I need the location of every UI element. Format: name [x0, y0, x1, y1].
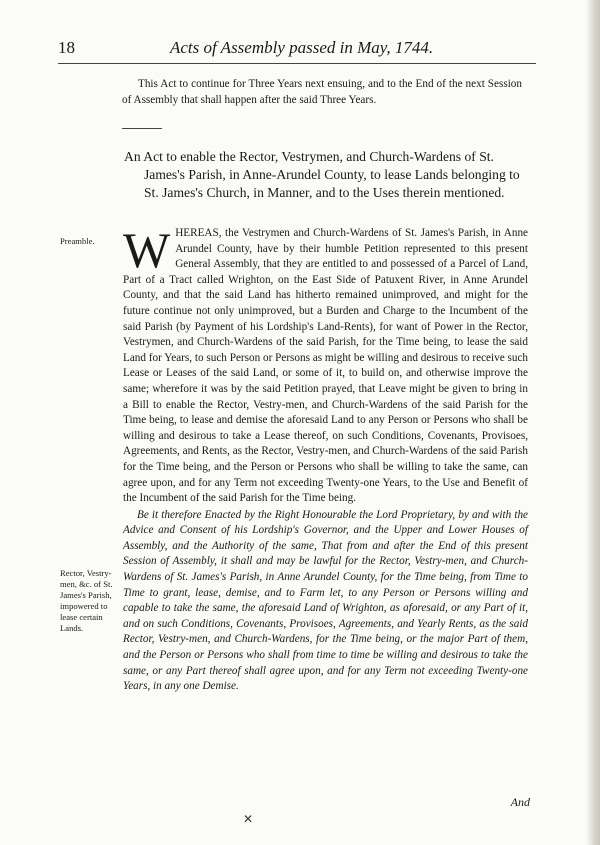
act-title-text: An Act to enable the Rector, Vestrymen, and Church-Wardens of St. James's Parish, in Anne-Arundel County, to lease Lands belonging to St. James's Church, in Manner, and to the Uses therein mentioned.: [124, 149, 520, 200]
enacting-paragraph: [123, 508, 528, 695]
page-edge-shadow: [586, 0, 600, 845]
act-title: [124, 148, 524, 202]
catchword: And: [510, 795, 530, 809]
page-header: [58, 38, 528, 62]
act-body: [123, 222, 528, 695]
margin-note-rector: Rector, Vestry-men, &c. of St. James's Parish, impowered to lease certain Lands.: [60, 568, 113, 633]
page-number: 18: [58, 38, 75, 57]
header-rule: [58, 63, 536, 64]
section-divider: [122, 128, 162, 129]
margin-note-preamble: Preamble.: [60, 236, 95, 246]
enacting-text: Be it therefore Enacted by the Right Honourable the Lord Proprietary, by and with the Advice and Consent of his Lordship's Governor, and the Upper and Lower Houses of Assembly, and the Authority of the same, That from and after the End of this present Session of Assembly, it shall and may be lawful for the Rector, Vestry-men, and Church-Wardens of St. James's Parish, in Anne Arundel County, for the Time being, from Time to Time to grant, lease, demise, and to Farm let, to any Person or Persons willing and capable to take the same, the aforesaid Land of Wrighton, as aforesaid, or any Part of it, and on such Conditions, Covenants, Provisoes, Agreements, and Yearly Rents, as the said Rector, Vestry-men, and Church-Wardens, for the Time being, or the major Part of them, and the Person or Persons who shall from time to time be willing and desirous to take the same, or any Part thereof shall agree upon, and for any Term not exceeding Twenty-one Years, in any one Demise.: [123, 508, 528, 693]
ink-mark: ✕: [243, 812, 254, 826]
running-title: Acts of Assembly passed in May, 1744.: [170, 38, 434, 57]
intro-paragraph: [122, 76, 522, 108]
drop-cap: W: [123, 222, 171, 278]
preamble-paragraph: [123, 222, 528, 507]
intro-text: This Act to continue for Three Years next ensuing, and to the End of the next Session of Assembly that shall happen after the said Three Years.: [122, 78, 522, 106]
preamble-text: HEREAS, the Vestrymen and Church-Wardens of St. James's Parish, in Anne Arundel County, have by their humble Petition represented to this present General Assembly, that they are entitled to and possessed of a Parcel of Land, Part of a Tract called Wrighton, on the East Side of Patuxent River, in Anne Arundel County, and that the said Land has hitherto remained unimproved, and might for the future continue not only unimproved, but a Burden and Charge to the Incumbent of the said Parish (by Payment of his Lordship's Land-Rents), for want of Power in the Rector, Vestrymen, and Church-Wardens of the said Parish, for the Time being, to lease the said Land for Years, to such Person or Persons as might be willing and desirous to receive such Lease or Leases of the said Land, or some of it, to build on, and otherwise improve the same; wherefore it was by the said Petition prayed, that Leave might be given to bring in a Bill to enable the Rector, Vestry-men, and Church-Wardens of the said Parish for the Time being, to lease and demise the aforesaid Land to any Person or Persons who shall be willing and desirous to take a Lease thereof, on such Conditions, Covenants, Provisoes, Agreements, and Rents, as the Rector, Vestry-men, and Church-Wardens of the said Parish for the Time being, and the Person or Persons who shall be willing to take the same, can agree upon, and for any Term not exceeding Twenty-one Years, to the Use and Benefit of the Incumbent of the said Parish for the Time being.: [123, 227, 528, 505]
